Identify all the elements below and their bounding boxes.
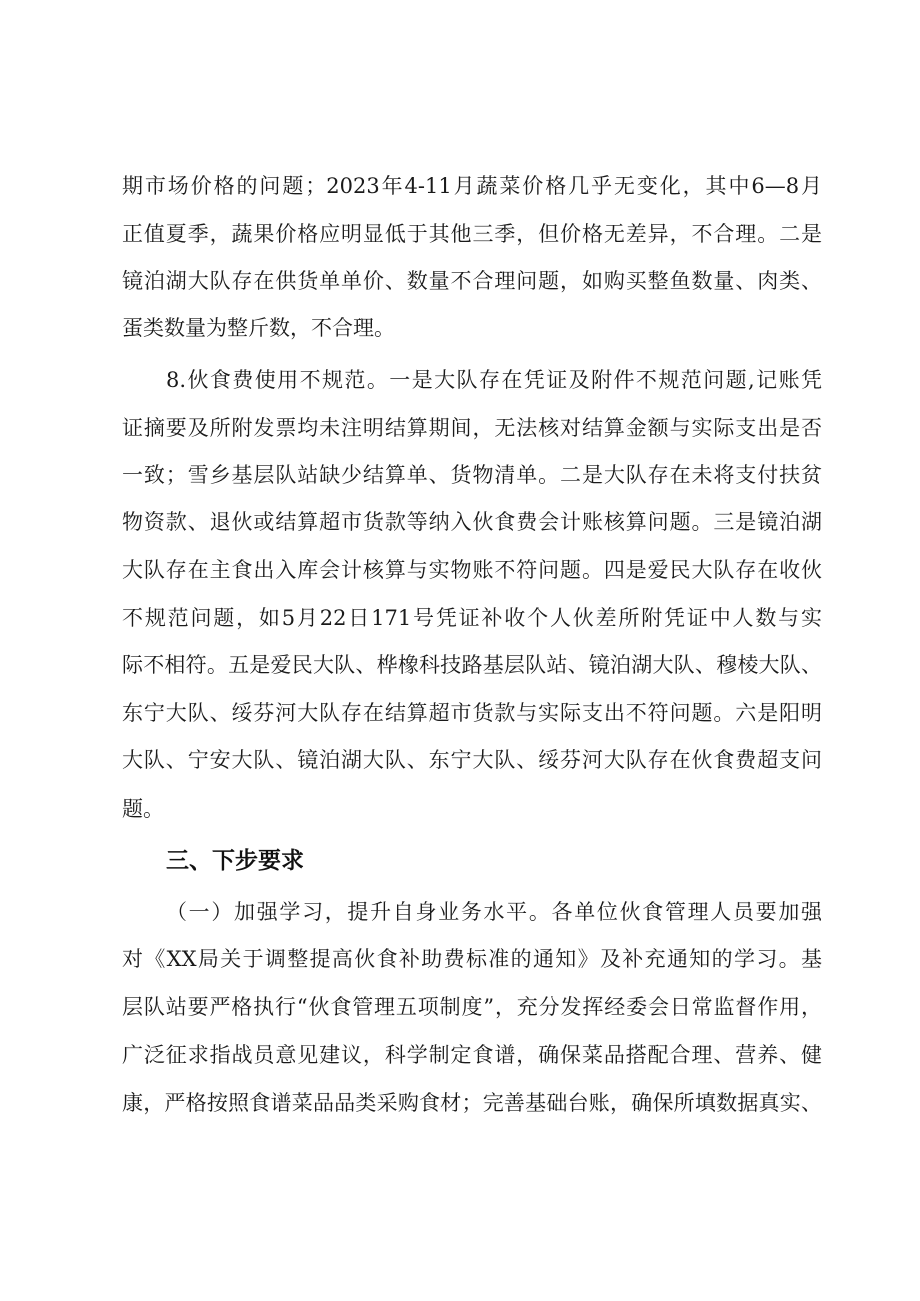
- text-line: 蛋类数量为整斤数，不合理。: [122, 316, 395, 340]
- text-line: 不规范问题，如5月22日171号凭证补收个人伙差所附凭证中人数与实: [122, 606, 822, 630]
- text-line: 题。: [122, 797, 164, 821]
- section-heading: 三、下步要求: [166, 848, 304, 874]
- text-line: 际不相符。五是爱民大队、桦橡科技路基层队站、镜泊湖大队、穆棱大队、: [122, 653, 822, 677]
- text-line: 证摘要及所附发票均未注明结算期间，无法核对结算金额与实际支出是否: [122, 416, 822, 440]
- text-line: 一致；雪乡基层队站缺少结算单、货物清单。二是大队存在未将支付扶贫: [122, 463, 822, 487]
- text-line: 镜泊湖大队存在供货单单价、数量不合理问题，如购买整鱼数量、肉类、: [122, 269, 822, 293]
- text-line: 物资款、退伙或结算超市货款等纳入伙食费会计账核算问题。三是镜泊湖: [122, 510, 822, 534]
- text-line: 大队存在主食出入库会计核算与实物账不符问题。四是爱民大队存在收伙: [122, 558, 822, 582]
- text-line: 期市场价格的问题；2023年4-11月蔬菜价格几乎无变化，其中6—8月: [122, 174, 822, 198]
- text-line: （一）加强学习，提升自身业务水平。各单位伙食管理人员要加强: [166, 900, 822, 924]
- text-line: 广泛征求指战员意见建议，科学制定食谱，确保菜品搭配合理、营养、健: [122, 1043, 822, 1067]
- text-line: 层队站要严格执行“伙食管理五项制度”，充分发挥经委会日常监督作用，: [122, 995, 822, 1019]
- text-line: 正值夏季，蔬果价格应明显低于其他三季，但价格无差异，不合理。二是: [122, 222, 822, 246]
- text-line: 康，严格按照食谱菜品品类采购食材；完善基础台账，确保所填数据真实、: [122, 1091, 822, 1115]
- text-line: 8.伙食费使用不规范。一是大队存在凭证及附件不规范问题,记账凭: [166, 368, 822, 392]
- text-line: 东宁大队、绥芬河大队存在结算超市货款与实际支出不符问题。六是阳明: [122, 701, 822, 725]
- text-line: 大队、宁安大队、镜泊湖大队、东宁大队、绥芬河大队存在伙食费超支问: [122, 748, 822, 772]
- text-line: 对《XX局关于调整提高伙食补助费标准的通知》及补充通知的学习。基: [122, 947, 822, 971]
